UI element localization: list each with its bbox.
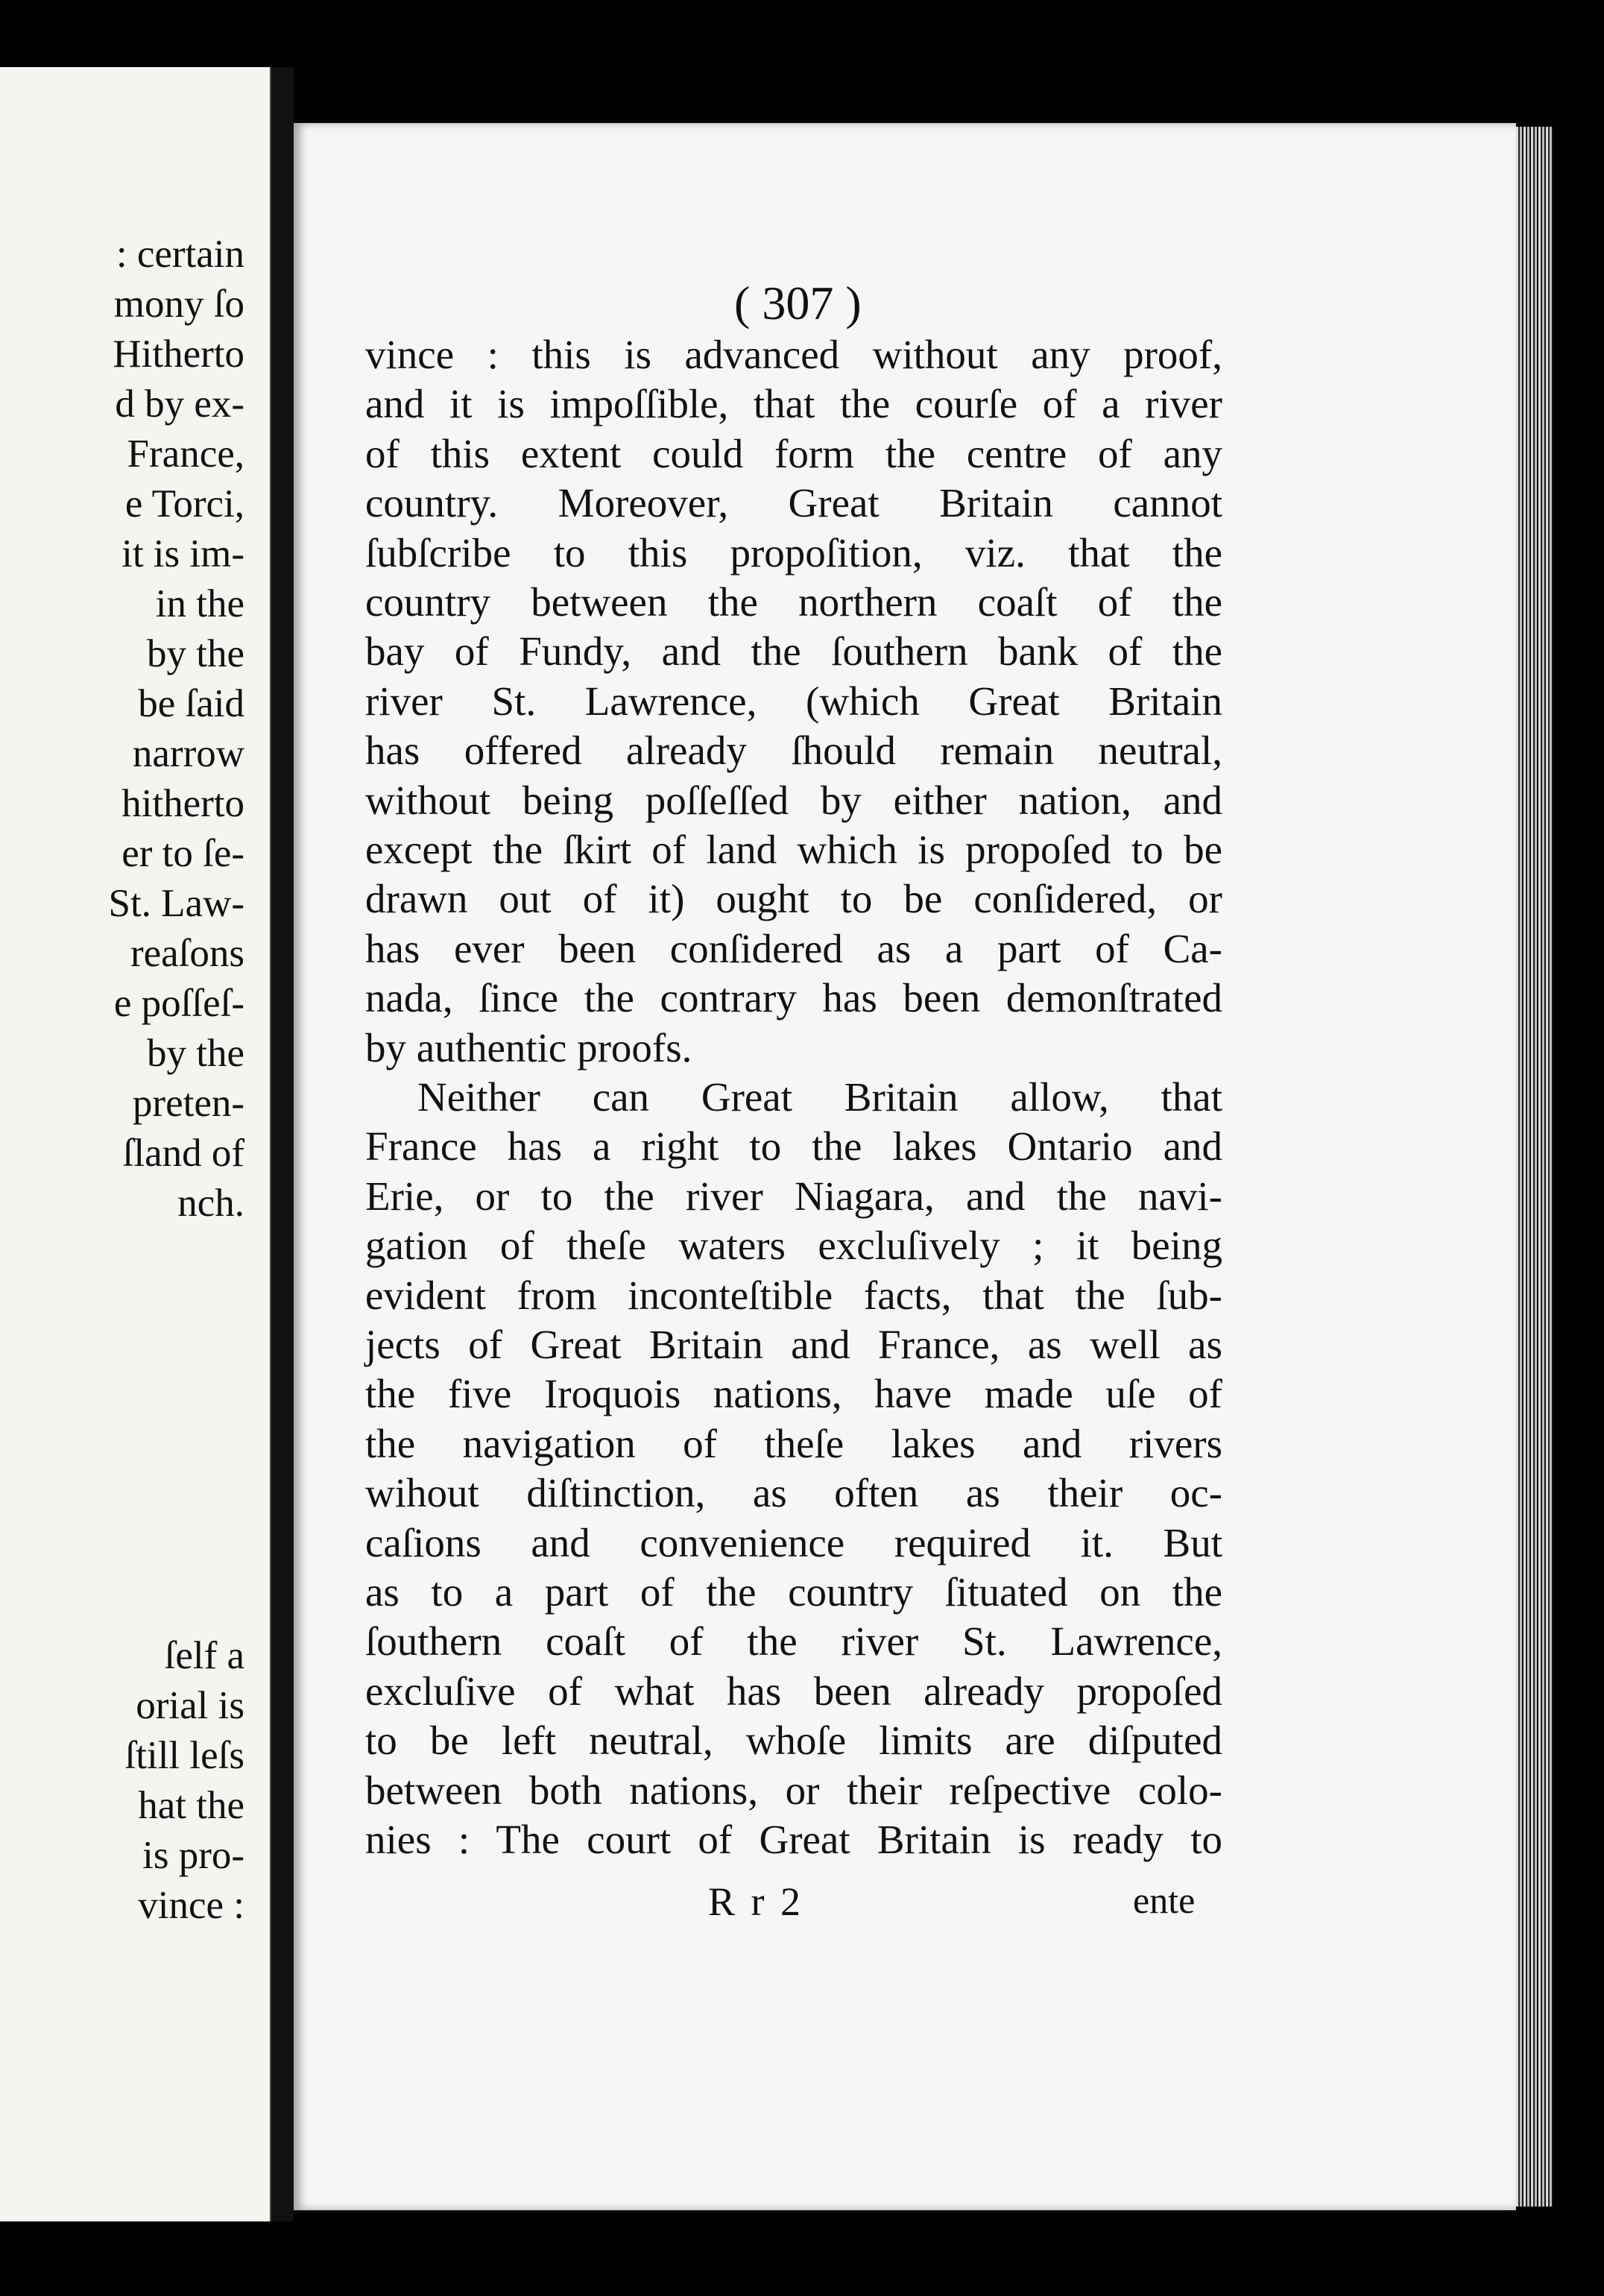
body-text-line: evident from inconteſtible facts, that the ſub-	[365, 1272, 1222, 1318]
left-page-line: d by ex-	[115, 382, 244, 426]
body-text-line: and it is impoſſible, that the courſe of a river	[365, 381, 1222, 427]
left-page-line: e poſſeſ-	[113, 982, 244, 1025]
body-text-line: between both nations, or their reſpective colo-	[365, 1767, 1222, 1813]
left-page-line: ſelf a	[164, 1634, 244, 1677]
left-page-line: ſtill leſs	[124, 1734, 244, 1777]
body-text-line: the five Iroquois nations, have made uſe of	[365, 1371, 1222, 1417]
left-page-line: mony ſo	[113, 283, 244, 326]
body-text-line: bay of Fundy, and the ſouthern bank of the	[365, 628, 1222, 675]
left-page-line: narrow	[132, 732, 244, 775]
body-text-line: has ever been conſidered as a part of Ca-	[365, 925, 1222, 971]
left-page-line: hitherto	[121, 782, 244, 825]
body-text-line: country between the northern coaſt of the	[365, 579, 1222, 625]
body-text-line: river St. Lawrence, (which Great Britain	[365, 678, 1222, 724]
left-page-line: orial is	[136, 1684, 244, 1727]
body-text-line: wihout diſtinction, as often as their oc-	[365, 1470, 1222, 1516]
body-text-line: caſions and convenience required it. But	[365, 1519, 1222, 1565]
left-page-line: reaſons	[130, 932, 244, 975]
body-text-line: Neither can Great Britain allow, that	[417, 1074, 1222, 1120]
body-text-line: ſubſcribe to this propoſition, viz. that the	[365, 529, 1222, 575]
body-text-line: the navigation of theſe lakes and rivers	[365, 1420, 1222, 1466]
body-text-line: drawn out of it) ought to be conſidered, or	[365, 876, 1222, 922]
body-text-line: except the ſkirt of land which is propoſed to be	[365, 827, 1222, 872]
book-spine	[271, 67, 294, 2221]
left-page-fragment	[0, 67, 271, 2221]
left-page-line: it is im-	[121, 532, 244, 575]
body-text-line: excluſive of what has been already propoſed	[365, 1668, 1222, 1714]
left-page-line: vince :	[138, 1884, 244, 1927]
left-page-line: by the	[147, 632, 244, 675]
left-page-line: ſland of	[122, 1132, 244, 1175]
body-text-line: of this extent could form the centre of any	[365, 430, 1222, 476]
page-number: ( 307 )	[734, 277, 862, 329]
left-page-line: preten-	[132, 1082, 244, 1125]
body-text-line: jects of Great Britain and France, as well as	[365, 1322, 1222, 1367]
page-edge	[1516, 127, 1553, 2207]
body-text-line: gation of theſe waters excluſively ; it being	[365, 1223, 1222, 1269]
left-page-line: er to ſe-	[121, 832, 244, 875]
left-page-line: St. Law-	[108, 882, 244, 925]
body-text-line: ſouthern coaſt of the river St. Lawrence,	[365, 1618, 1222, 1665]
catchword: ente	[1133, 1879, 1196, 1921]
body-text-line: by authentic proofs.	[365, 1024, 692, 1070]
body-text-line: country. Moreover, Great Britain cannot	[365, 480, 1222, 526]
body-text-line: France has a right to the lakes Ontario and	[365, 1123, 1222, 1170]
left-page-line: nch.	[177, 1182, 244, 1225]
body-text-line: Erie, or to the river Niagara, and the navi-	[365, 1173, 1222, 1219]
body-text-line: nada, ſince the contrary has been demonſtrated	[365, 975, 1222, 1021]
body-text-line: as to a part of the country ſituated on the	[365, 1569, 1222, 1615]
left-page-line: France,	[127, 432, 244, 476]
left-page-line: : certain	[116, 233, 244, 276]
body-text-line: nies : The court of Great Britain is ready to	[365, 1817, 1222, 1862]
body-text-line: to be left neutral, whoſe limits are diſputed	[365, 1718, 1222, 1764]
body-text-line: has offered already ſhould remain neutral,	[365, 728, 1222, 774]
left-page-line: is pro-	[142, 1834, 244, 1877]
left-page-line: be ſaid	[138, 682, 244, 725]
left-page-line: hat the	[138, 1784, 244, 1827]
left-page-line: in the	[155, 582, 244, 625]
left-page-line: by the	[147, 1032, 244, 1075]
left-page-line: e Torci,	[124, 482, 244, 526]
body-text-line: vince : this is advanced without any proof,	[365, 332, 1222, 377]
signature-mark: R r 2	[708, 1879, 803, 1924]
body-text-line: without being poſſeſſed by either nation, and	[365, 777, 1222, 823]
left-page-line: Hitherto	[113, 332, 244, 376]
